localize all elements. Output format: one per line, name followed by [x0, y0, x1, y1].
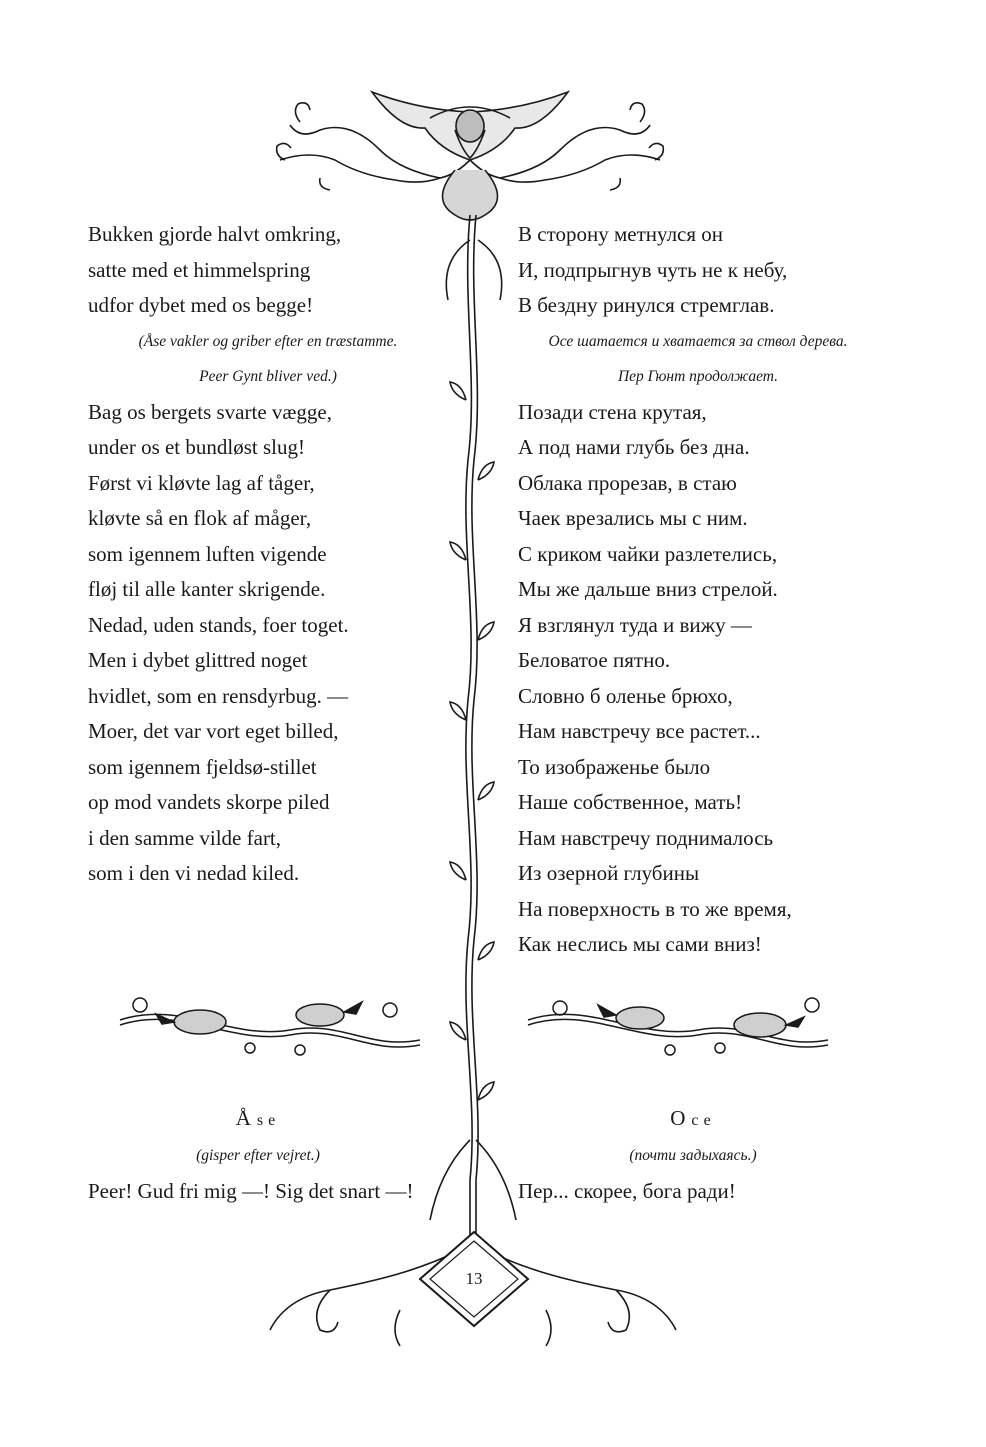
speaker-rest: се — [691, 1112, 716, 1129]
verse-line: som igennem luften vigende — [88, 541, 327, 566]
verse-line: Словно б оленье брюхо, — [518, 683, 733, 708]
stage-direction: (Åse vakler og griber efter en træstamme. — [138, 332, 398, 350]
headpiece-ornament-icon — [277, 92, 664, 220]
verse-line: udfor dybet med os begge! — [88, 293, 314, 317]
verse-line: kløvte så en flok af måger, — [88, 506, 312, 530]
verse-line: Я взглянул туда и вижу — — [518, 612, 752, 637]
verse-line: Как неслись мы сами вниз! — [518, 932, 762, 956]
verse-line: Først vi kløvte lag af tåger, — [88, 470, 315, 495]
bird-frieze-left-icon — [120, 998, 420, 1055]
verse-line: А под нами глубь без дна. — [518, 435, 750, 459]
verse-line: Bag os bergets svarte vægge, — [88, 399, 332, 424]
verse-line: В бездну ринулся стремглав. — [518, 293, 775, 317]
verse-line: hvidlet, som en rensdyrbug. — — [88, 683, 349, 708]
verse-line: under os et bundløst slug! — [88, 435, 305, 459]
speaker-reply-right: Пер... скорее, бога ради! — [518, 1179, 736, 1203]
speaker-rest: se — [256, 1112, 281, 1129]
verse-line: Bukken gjorde halvt omkring, — [88, 222, 342, 246]
page-number: 13 — [465, 1269, 483, 1288]
speaker-initial: О — [670, 1106, 692, 1130]
verse-line: Men i dybet glittred noget — [88, 648, 308, 672]
stage-direction: Пер Гюнт продолжает. — [617, 368, 779, 385]
verse-line: Из озерной глубины — [518, 861, 700, 885]
speaker-name-right — [518, 1106, 868, 1131]
stage-direction: Peer Gynt bliver ved.) — [199, 368, 337, 385]
verse-line: С криком чайки разлетелись, — [518, 541, 778, 566]
stage-direction: Осе шатается и хватается за ствол дерева. — [548, 332, 848, 350]
speaker-direction-right: (почти задыхаясь.) — [629, 1147, 757, 1164]
verse-line: Наше собственное, мать! — [518, 790, 743, 814]
verse-line: Nedad, uden stands, foer toget. — [88, 612, 349, 637]
norwegian-column — [88, 217, 428, 892]
verse-line: Облака прорезав, в стаю — [518, 470, 737, 495]
verse-line: Moer, det var vort eget billed, — [88, 719, 339, 743]
verse-line: Позади стена крутая, — [518, 399, 707, 424]
verse-line: Беловатое пятно. — [518, 648, 671, 672]
verse-line: Мы же дальше вниз стрелой. — [518, 577, 778, 601]
verse-line: som igennem fjeldsø-stillet — [88, 754, 317, 779]
bird-frieze-right-icon — [528, 998, 828, 1055]
speaker-direction-left: (gisper efter vejret.) — [196, 1147, 320, 1164]
verse-line: И, подпрыгнув чуть не к небу, — [518, 257, 788, 282]
verse-line: satte med et himmelspring — [88, 257, 311, 282]
speaker-name-left — [88, 1106, 428, 1131]
verse-line: i den samme vilde fart, — [88, 825, 282, 850]
speaker-reply-left: Peer! Gud fri mig —! Sig det snart —! — [88, 1179, 414, 1203]
verse-line: Чаек врезались мы с ним. — [518, 506, 748, 530]
verse-line: Нам навстречу поднималось — [518, 825, 774, 850]
verse-line: fløj til alle kanter skrigende. — [88, 577, 326, 601]
verse-line: На поверхность в то же время, — [518, 896, 792, 921]
russian-column — [518, 217, 878, 963]
verse-line: Нам навстречу все растет... — [518, 719, 761, 743]
verse-line: som i den vi nedad kiled. — [88, 861, 300, 885]
verse-line: op mod vandets skorpe piled — [88, 790, 330, 814]
verse-line: В сторону метнулся он — [518, 222, 724, 246]
verse-line: То изображенье было — [518, 754, 711, 779]
speaker-initial: Å — [235, 1106, 257, 1130]
